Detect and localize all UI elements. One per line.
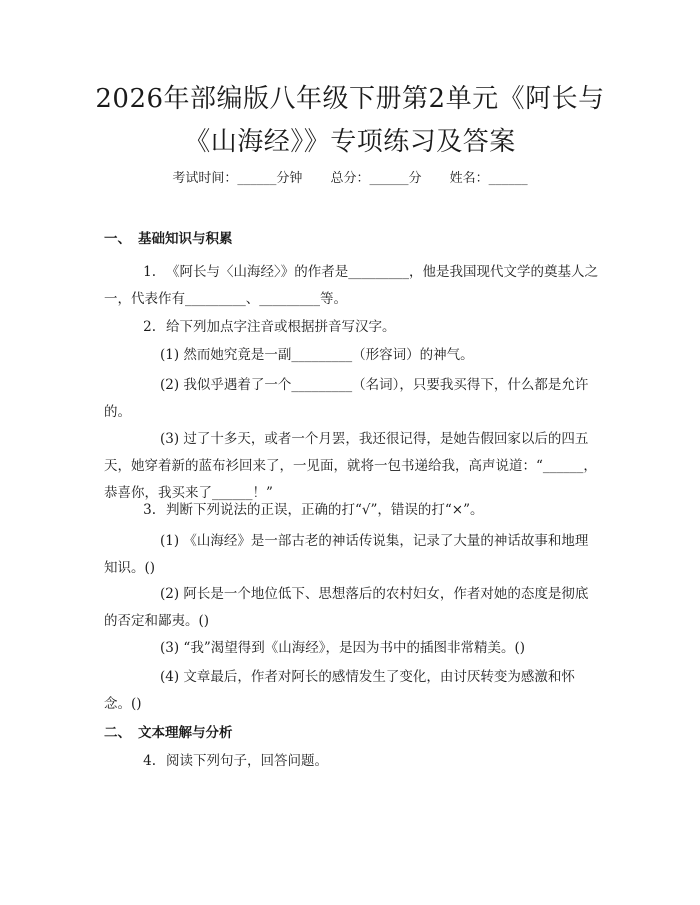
section-title: 基础知识与积累 — [138, 231, 233, 247]
sub-question-text: (3) “我”渴望得到《山海经》，是因为书中的插图非常精美。() — [160, 640, 526, 656]
sub-question-text: (1) 然而她究竟是一副_________（形容词）的神气。 — [160, 347, 474, 363]
exam-score: 总分：______分 — [330, 171, 422, 186]
question-number: 4. — [143, 753, 156, 769]
question-2-item-3 — [104, 426, 598, 507]
question-2-item-2 — [104, 372, 598, 426]
question-number: 2. — [143, 319, 156, 335]
sub-question-text: (4) 文章最后，作者对阿长的感情发生了变化，由讨厌转变为感激和怀念。() — [104, 669, 575, 712]
exam-meta — [0, 169, 700, 189]
question-text: 阅读下列句子，回答问题。 — [166, 753, 328, 769]
sub-question-text: (1) 《山海经》是一部古老的神话传说集，记录了大量的神话故事和地理知识。() — [104, 533, 589, 576]
question-1 — [104, 259, 598, 313]
section-heading-1 — [104, 229, 233, 249]
exam-time: 考试时间：______分钟 — [172, 171, 303, 186]
question-number: 3. — [143, 502, 156, 518]
document-title-line2: 《山海经》》专项练习及答案 — [184, 127, 516, 157]
section-title: 文本理解与分析 — [138, 725, 233, 741]
sub-question-text: (2) 阿长是一个地位低下、思想落后的农村妇女，作者对她的态度是彻底的否定和鄙夷。() — [104, 586, 589, 629]
question-text: 《阿长与〈山海经〉》的作者是_________，他是我国现代文学的奠基人之一，代表作有_________、_________等。 — [104, 264, 598, 307]
sub-question-text: (3) 过了十多天，或者一个月罢，我还很记得，是她告假回家以后的四五天，她穿着新的蓝布衫回来了，一见面，就将一包书递给我，高声说道：“______，恭喜你，我买来了______！” — [104, 431, 597, 501]
question-2 — [104, 314, 598, 341]
question-number: 1. — [143, 264, 156, 280]
question-3-item-4 — [104, 664, 598, 718]
section-heading-2 — [104, 723, 233, 743]
question-3 — [104, 497, 598, 524]
question-4 — [104, 748, 598, 775]
question-text: 判断下列说法的正误，正确的打“√”，错误的打“×”。 — [166, 502, 484, 518]
question-2-item-1 — [104, 342, 598, 369]
sub-question-text: (2) 我似乎遇着了一个_________（名词），只要我买得下，什么都是允许的。 — [104, 377, 589, 420]
document-title-line1: 2026年部编版八年级下册第2单元《阿长与 — [95, 84, 605, 114]
section-number: 一、 — [104, 231, 131, 247]
section-number: 二、 — [104, 725, 131, 741]
exam-name: 姓名：______ — [449, 171, 528, 186]
question-3-item-1 — [104, 528, 598, 582]
question-3-item-3 — [104, 635, 598, 662]
question-text: 给下列加点字注音或根据拼音写汉字。 — [166, 319, 396, 335]
question-3-item-2 — [104, 581, 598, 635]
